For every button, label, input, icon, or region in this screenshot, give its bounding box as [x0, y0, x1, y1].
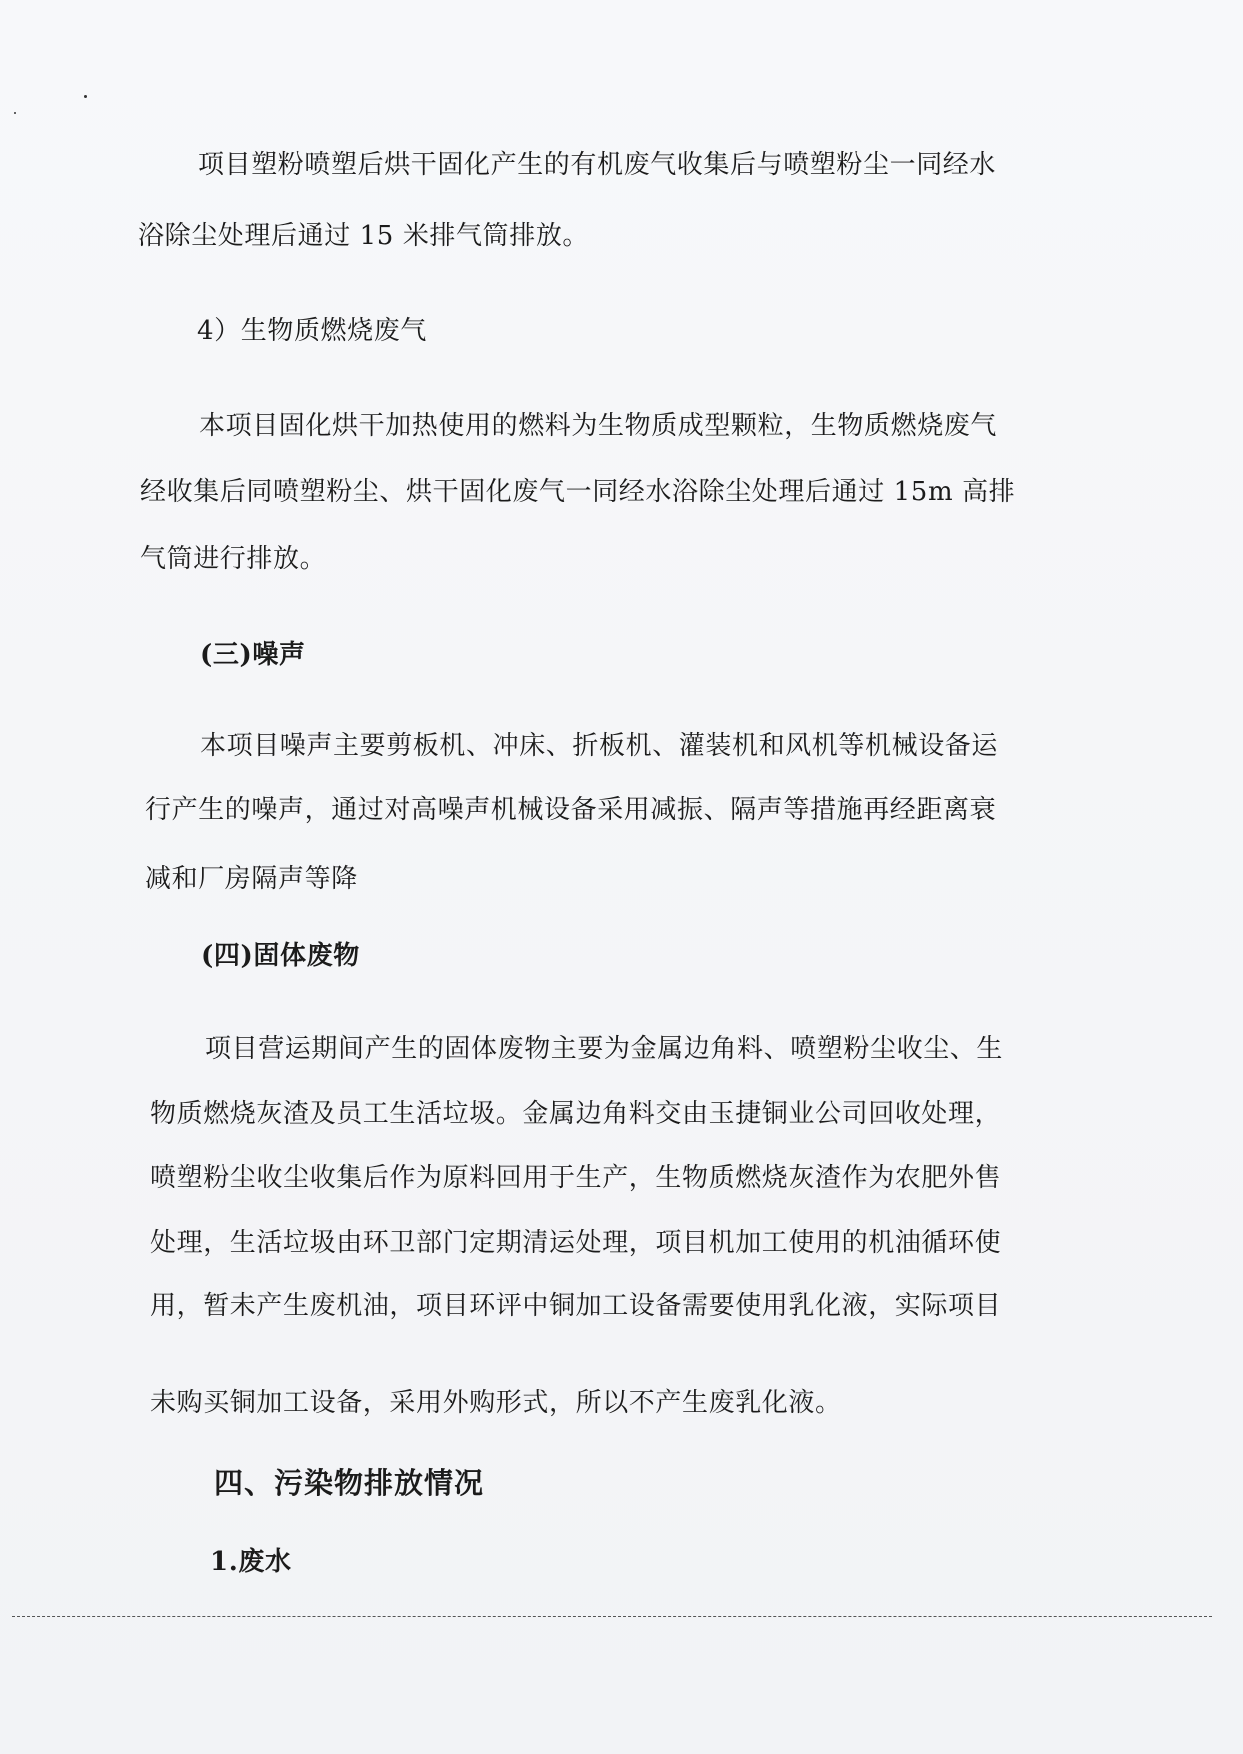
paragraph-line: 用，暂未产生废机油，项目环评中铜加工设备需要使用乳化液，实际项目 [150, 1291, 1002, 1321]
chapter-heading: 四、污染物排放情况 [214, 1466, 485, 1500]
paragraph-line: 处理，生活垃圾由环卫部门定期清运处理，项目机加工使用的机油循环使 [150, 1228, 1002, 1258]
subsection-heading: 1.废水 [210, 1547, 292, 1577]
paragraph-line: 项目塑粉喷塑后烘干固化产生的有机废气收集后与喷塑粉尘一同经水 [198, 150, 997, 180]
section-heading: (四)固体废物 [201, 941, 360, 971]
paragraph-line: 减和厂房隔声等降 [145, 864, 358, 894]
paragraph-line: 本项目固化烘干加热使用的燃料为生物质成型颗粒，生物质燃烧废气 [199, 411, 998, 441]
paragraph-line: 未购买铜加工设备，采用外购形式，所以不产生废乳化液。 [150, 1388, 842, 1418]
paragraph-line: 项目营运期间产生的固体废物主要为金属边角料、喷塑粉尘收尘、生 [205, 1034, 1004, 1064]
scan-speck [14, 112, 16, 114]
paragraph-line: 本项目噪声主要剪板机、冲床、折板机、灌装机和风机等机械设备运 [200, 731, 999, 761]
paragraph-line: 经收集后同喷塑粉尘、烘干固化废气一同经水浴除尘处理后通过 15m 高排 [140, 477, 1016, 507]
section-heading: (三)噪声 [200, 640, 306, 670]
page-footer-rule [12, 1616, 1212, 1617]
paragraph-line: 气筒进行排放。 [140, 544, 327, 574]
paragraph-line: 喷塑粉尘收尘收集后作为原料回用于生产，生物质燃烧灰渣作为农肥外售 [150, 1163, 1002, 1193]
paragraph-line: 物质燃烧灰渣及员工生活垃圾。金属边角料交由玉捷铜业公司回收处理， [150, 1099, 1002, 1129]
paragraph-line: 浴除尘处理后通过 15 米排气筒排放。 [138, 221, 590, 251]
paragraph-line: 行产生的噪声，通过对高噪声机械设备采用减振、隔声等措施再经距离衰 [145, 795, 997, 825]
scan-speck [84, 95, 87, 98]
subheading: 4）生物质燃烧废气 [197, 316, 427, 346]
